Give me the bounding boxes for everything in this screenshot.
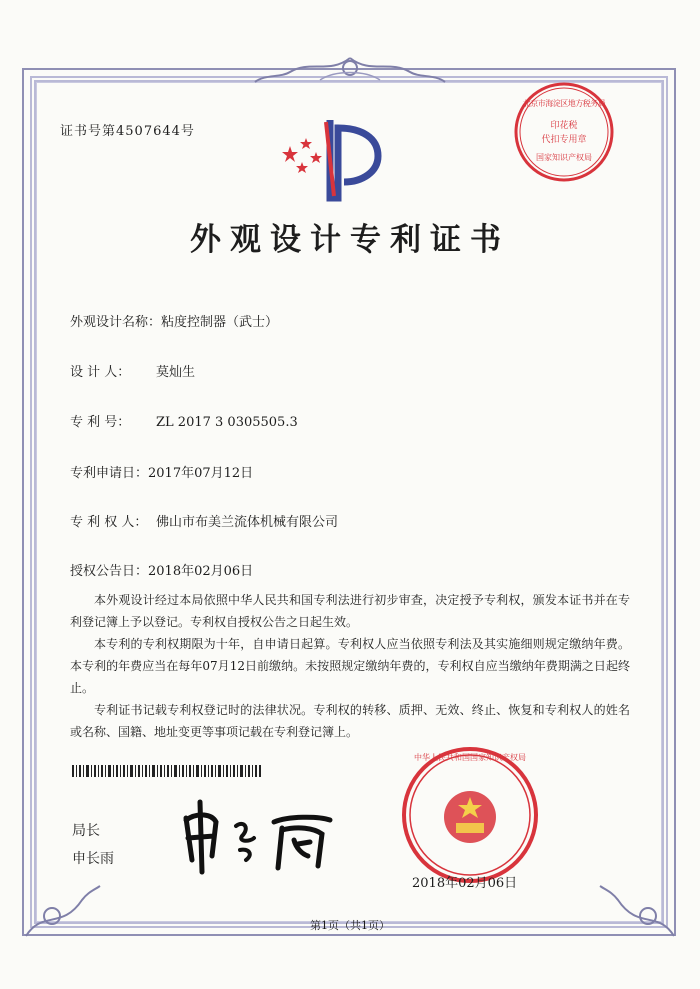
issue-date: 2018年02月06日 bbox=[412, 876, 518, 891]
filing-date-label: 专利申请日： bbox=[70, 466, 149, 481]
director-role: 局长 bbox=[72, 823, 100, 839]
grant-date-row bbox=[70, 560, 253, 579]
design-name-row bbox=[70, 311, 278, 330]
tax-seal-text-inner2: 代扣专用章 bbox=[541, 135, 587, 145]
patent-number-row bbox=[70, 411, 298, 430]
sipo-seal-text: 中华人民共和国国家知识产权局 bbox=[414, 753, 526, 762]
patentee-row bbox=[70, 511, 338, 530]
patent-number-label: 专 利 号： bbox=[70, 415, 131, 430]
designer-row bbox=[70, 361, 195, 380]
tax-seal-text-bottom: 国家知识产权局 bbox=[536, 153, 592, 162]
pattern-border bbox=[36, 82, 662, 922]
page-indicator: 第1页（共1页） bbox=[310, 919, 390, 932]
certificate-body bbox=[70, 589, 630, 743]
page-title: 外观设计专利证书 bbox=[190, 222, 510, 258]
design-name-value: 粘度控制器（武士） bbox=[161, 315, 279, 330]
patentee-value: 佛山市布美兰流体机械有限公司 bbox=[156, 515, 339, 530]
barcode-icon bbox=[72, 765, 262, 777]
grant-date-label: 授权公告日： bbox=[70, 564, 149, 579]
body-paragraph-3: 专利证书记载专利权登记时的法律状况。专利权的转移、质押、无效、终止、恢复和专利权人的姓名或名称、国籍、地址变更等事项记载在专利登记簿上。 bbox=[70, 703, 630, 739]
filing-date-value: 2017年07月12日 bbox=[148, 466, 254, 481]
grant-date-value: 2018年02月06日 bbox=[148, 564, 254, 579]
patent-number-value: ZL 2017 3 0305505.3 bbox=[156, 415, 298, 430]
signature-icon bbox=[178, 798, 338, 878]
filing-date-row bbox=[70, 462, 253, 481]
sipo-logo-icon bbox=[282, 116, 392, 202]
body-paragraph-2: 本专利的专利权期限为十年，自申请日起算。专利权人应当依照专利法及其实施细则规定缴纳年费。本专利的年费应当在每年07月12日前缴纳。未按照规定缴纳年费的，专利权自应当缴纳年费期满之日起终止。 bbox=[70, 637, 630, 695]
body-paragraph-1: 本外观设计经过本局依照中华人民共和国专利法进行初步审查，决定授予专利权，颁发本证书并在专利登记簿上予以登记。专利权自授权公告之日起生效。 bbox=[70, 593, 630, 629]
top-ornament-icon bbox=[250, 54, 450, 88]
design-name-label: 外观设计名称： bbox=[70, 315, 162, 330]
patentee-label: 专 利 权 人： bbox=[70, 515, 148, 530]
certificate-number: 证书号第4507644号 bbox=[60, 124, 195, 139]
tax-seal-text-inner1: 印花税 bbox=[550, 121, 578, 131]
sipo-seal-icon bbox=[400, 745, 540, 885]
tax-seal-text-outer: 北京市海淀区地方税务局 bbox=[522, 99, 606, 108]
designer-value: 莫灿生 bbox=[156, 365, 196, 380]
director-name: 申长雨 bbox=[72, 851, 114, 867]
designer-label: 设 计 人： bbox=[70, 365, 131, 380]
